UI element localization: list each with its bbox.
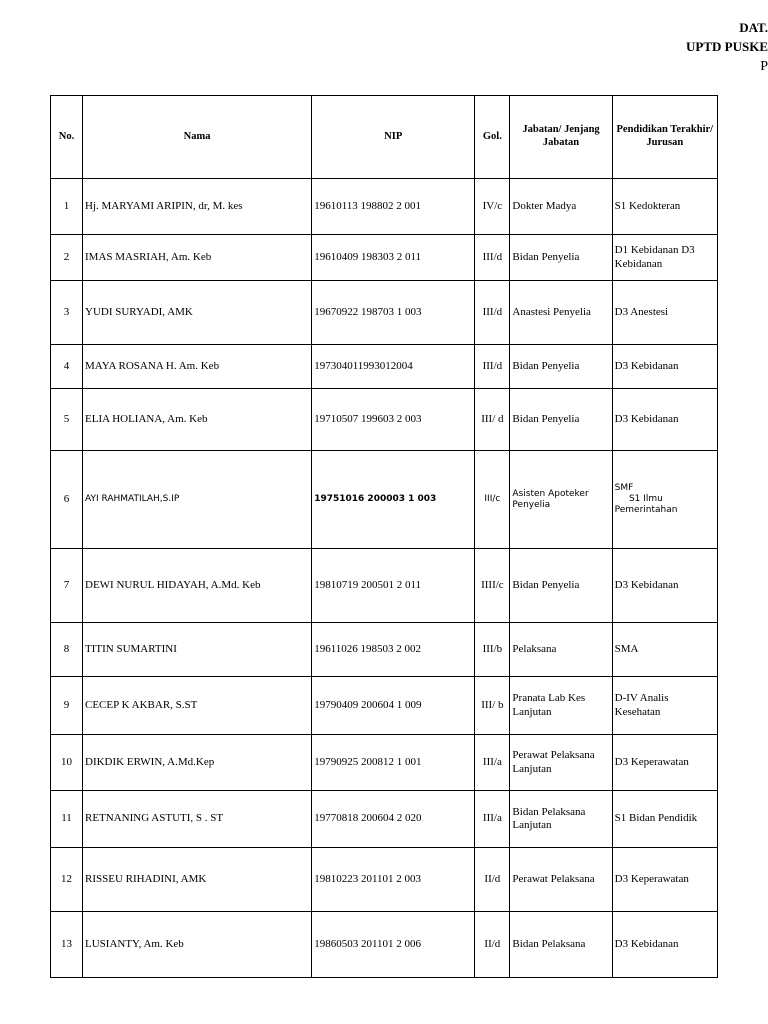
cell-gol: III/ b xyxy=(475,677,510,735)
table-row xyxy=(51,735,718,791)
cell-jabatan: Bidan Penyelia xyxy=(510,549,612,623)
document-title-line2: UPTD PUSKE xyxy=(686,39,768,54)
cell-nama: MAYA ROSANA H. Am. Keb xyxy=(83,345,312,389)
staff-table xyxy=(50,95,718,978)
table-row xyxy=(51,179,718,235)
cell-jabatan: Anastesi Penyelia xyxy=(510,281,612,345)
cell-jabatan: Bidan Penyelia xyxy=(510,345,612,389)
cell-no: 1 xyxy=(51,179,83,235)
cell-nip: 19670922 198703 1 003 xyxy=(312,281,475,345)
cell-gol: III/d xyxy=(475,235,510,281)
cell-pendidikan: SMA xyxy=(612,623,717,677)
cell-no: 2 xyxy=(51,235,83,281)
cell-nama: CECEP K AKBAR, S.ST xyxy=(83,677,312,735)
cell-nip: 19610113 198802 2 001 xyxy=(312,179,475,235)
cell-pendidikan: D3 Keperawatan xyxy=(612,848,717,912)
cell-pendidikan: D3 Kebidanan xyxy=(612,345,717,389)
cell-no: 8 xyxy=(51,623,83,677)
cell-nama: YUDI SURYADI, AMK xyxy=(83,281,312,345)
cell-no: 11 xyxy=(51,791,83,848)
cell-no: 10 xyxy=(51,735,83,791)
cell-nama: LUSIANTY, Am. Keb xyxy=(83,912,312,978)
cell-pendidikan: S1 Kedokteran xyxy=(612,179,717,235)
cell-gol: III/a xyxy=(475,791,510,848)
cell-pendidikan: SMF S1 Ilmu Pemerintahan xyxy=(612,451,717,549)
table-row xyxy=(51,677,718,735)
table-row xyxy=(51,912,718,978)
cell-pendidikan: D3 Anestesi xyxy=(612,281,717,345)
cell-nip: 197304011993012004 xyxy=(312,345,475,389)
cell-no: 3 xyxy=(51,281,83,345)
document-title-line3: P xyxy=(760,59,768,74)
cell-gol: III/d xyxy=(475,281,510,345)
table-row xyxy=(51,451,718,549)
document-title-line1: DAT. xyxy=(739,20,768,35)
cell-gol: III/ d xyxy=(475,389,510,451)
header-jabatan: Jabatan/ Jenjang Jabatan xyxy=(510,96,612,179)
cell-gol: III/d xyxy=(475,345,510,389)
cell-nip: 19751016 200003 1 003 xyxy=(312,451,475,549)
cell-nip: 19810719 200501 2 011 xyxy=(312,549,475,623)
cell-nip: 19790925 200812 1 001 xyxy=(312,735,475,791)
cell-nip: 19860503 201101 2 006 xyxy=(312,912,475,978)
cell-nama: DIKDIK ERWIN, A.Md.Kep xyxy=(83,735,312,791)
table-row xyxy=(51,848,718,912)
table-row xyxy=(51,549,718,623)
cell-nama: RISSEU RIHADINI, AMK xyxy=(83,848,312,912)
header-nama: Nama xyxy=(83,96,312,179)
cell-jabatan: Dokter Madya xyxy=(510,179,612,235)
cell-nama: TITIN SUMARTINI xyxy=(83,623,312,677)
table-row xyxy=(51,345,718,389)
cell-jabatan: Bidan Penyelia xyxy=(510,389,612,451)
cell-jabatan: Bidan Pelaksana xyxy=(510,912,612,978)
cell-nama: IMAS MASRIAH, Am. Keb xyxy=(83,235,312,281)
cell-gol: II/d xyxy=(475,848,510,912)
cell-no: 7 xyxy=(51,549,83,623)
cell-jabatan: Perawat Pelaksana Lanjutan xyxy=(510,735,612,791)
cell-pendidikan: D3 Kebidanan xyxy=(612,389,717,451)
cell-gol: III/a xyxy=(475,735,510,791)
cell-nama: ELIA HOLIANA, Am. Keb xyxy=(83,389,312,451)
table-row xyxy=(51,281,718,345)
cell-gol: IV/c xyxy=(475,179,510,235)
cell-jabatan: Bidan Penyelia xyxy=(510,235,612,281)
cell-no: 12 xyxy=(51,848,83,912)
cell-no: 9 xyxy=(51,677,83,735)
cell-nama: RETNANING ASTUTI, S . ST xyxy=(83,791,312,848)
cell-jabatan: Bidan Pelaksana Lanjutan xyxy=(510,791,612,848)
cell-pendidikan: D3 Keperawatan xyxy=(612,735,717,791)
cell-pendidikan: D3 Kebidanan xyxy=(612,912,717,978)
cell-nip: 19611026 198503 2 002 xyxy=(312,623,475,677)
cell-nip: 19810223 201101 2 003 xyxy=(312,848,475,912)
table-row xyxy=(51,235,718,281)
cell-nama: Hj. MARYAMI ARIPIN, dr, M. kes xyxy=(83,179,312,235)
cell-pendidikan: D3 Kebidanan xyxy=(612,549,717,623)
cell-no: 5 xyxy=(51,389,83,451)
cell-nip: 19770818 200604 2 020 xyxy=(312,791,475,848)
cell-jabatan: Asisten Apoteker Penyelia xyxy=(510,451,612,549)
cell-no: 13 xyxy=(51,912,83,978)
cell-jabatan: Perawat Pelaksana xyxy=(510,848,612,912)
cell-no: 6 xyxy=(51,451,83,549)
cell-pendidikan: D1 Kebidanan D3 Kebidanan xyxy=(612,235,717,281)
cell-pendidikan: S1 Bidan Pendidik xyxy=(612,791,717,848)
cell-nip: 19610409 198303 2 011 xyxy=(312,235,475,281)
cell-nip: 19790409 200604 1 009 xyxy=(312,677,475,735)
header-nip: NIP xyxy=(312,96,475,179)
header-gol: Gol. xyxy=(475,96,510,179)
header-pendidikan: Pendidikan Terakhir/ Jurusan xyxy=(612,96,717,179)
header-no: No. xyxy=(51,96,83,179)
cell-jabatan: Pelaksana xyxy=(510,623,612,677)
cell-gol: III/b xyxy=(475,623,510,677)
cell-gol: IIII/c xyxy=(475,549,510,623)
table-header-row xyxy=(51,96,718,179)
table-row xyxy=(51,389,718,451)
cell-gol: III/c xyxy=(475,451,510,549)
table-row xyxy=(51,623,718,677)
table-row xyxy=(51,791,718,848)
cell-jabatan: Pranata Lab Kes Lanjutan xyxy=(510,677,612,735)
cell-nama: DEWI NURUL HIDAYAH, A.Md. Keb xyxy=(83,549,312,623)
cell-pendidikan: D-IV Analis Kesehatan xyxy=(612,677,717,735)
cell-nip: 19710507 199603 2 003 xyxy=(312,389,475,451)
cell-gol: II/d xyxy=(475,912,510,978)
cell-nama: AYI RAHMATILAH,S.IP xyxy=(83,451,312,549)
cell-no: 4 xyxy=(51,345,83,389)
